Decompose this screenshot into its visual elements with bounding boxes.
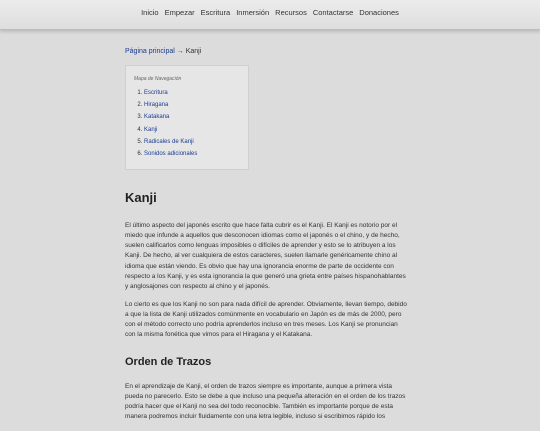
paragraph-stroke-order: En el aprendizaje de Kanji, el orden de trazos siempre es importante, aunque a primera vista pueda no parecerlo. Esto se debe a que incluso una pequeña alteración en el orden de los trazos podría hacer que el Kanji no sea del todo reconocible. También es importante porque de esta manera podremos incluir fluidamente con una letra legible, incluso si escribimos rápido los bbox=[125, 383, 406, 421]
toc-list bbox=[134, 90, 240, 157]
toc-item-sonidos[interactable]: 6. Sonidos adicionales bbox=[144, 151, 240, 157]
paragraph-difficulty: Lo cierto es que los Kanji no son para nada difícil de aprender. Obviamente, llevan tiempo, debido a que la lista de Kanji utilizados comúnmente en vocabulario en Japón es de más de 2000, pero con el método correcto uno podría aprenderlos incluso en tres meses. Los Kanji se pronuncian con la misma fonética que vimos para el Hiragana y el Katakana. bbox=[125, 300, 407, 339]
nav-item-donaciones[interactable]: Donaciones bbox=[359, 8, 399, 17]
breadcrumb-separator: → bbox=[176, 48, 184, 55]
nav-item-recursos[interactable]: Recursos bbox=[275, 8, 307, 17]
paragraph-intro: El último aspecto del japonés escrito que hace falta cubrir es el Kanji. El Kanji es notorio por el miedo que infunde a aquellos que desconocen idiomas como el japonés o el chino, y de hecho, suelen calificarlos como lenguas imposibles o difíciles de aprender y esto se lo atribuyen a los Kanji. De hecho, al ver cualquiera de estos caracteres, suelen llamarle genéricamente chino al idioma que están viendo. Es obvio que hay una ignorancia enorme de parte de occidente con respecto a los Kanji, y es esta ignorancia la que generó una grieta entre países hispanohablantes y anglosajones con respecto al chino y el japonés. bbox=[125, 222, 406, 290]
toc-item-escritura[interactable]: 1. Escritura bbox=[144, 90, 240, 96]
toc-item-katakana[interactable]: 3. Katakana bbox=[144, 114, 240, 120]
nav-item-inmersion[interactable]: Inmersión bbox=[236, 8, 270, 17]
toc-item-kanji[interactable]: 4. Kanji bbox=[144, 127, 240, 133]
nav-item-contactarse[interactable]: Contactarse bbox=[312, 8, 354, 17]
top-navigation bbox=[0, 0, 540, 30]
toc-item-radicales[interactable]: 5. Radicales de Kanji bbox=[144, 139, 240, 145]
main-content bbox=[125, 44, 409, 431]
page-title: Kanji bbox=[125, 190, 157, 206]
table-of-contents bbox=[125, 65, 249, 170]
nav-item-empezar[interactable]: Empezar bbox=[164, 8, 195, 17]
toc-title: Mapa de Navegación bbox=[134, 76, 182, 82]
breadcrumb-home-link[interactable]: Página principal bbox=[125, 48, 175, 55]
section-heading-stroke-order: Orden de Trazos bbox=[125, 356, 212, 369]
nav-item-inicio[interactable]: Inicio bbox=[141, 8, 159, 17]
breadcrumb-current: Kanji bbox=[185, 48, 202, 55]
nav-item-escritura[interactable]: Escritura bbox=[200, 8, 231, 17]
toc-item-hiragana[interactable]: 2. Hiragana bbox=[144, 102, 240, 108]
breadcrumb bbox=[125, 48, 409, 55]
